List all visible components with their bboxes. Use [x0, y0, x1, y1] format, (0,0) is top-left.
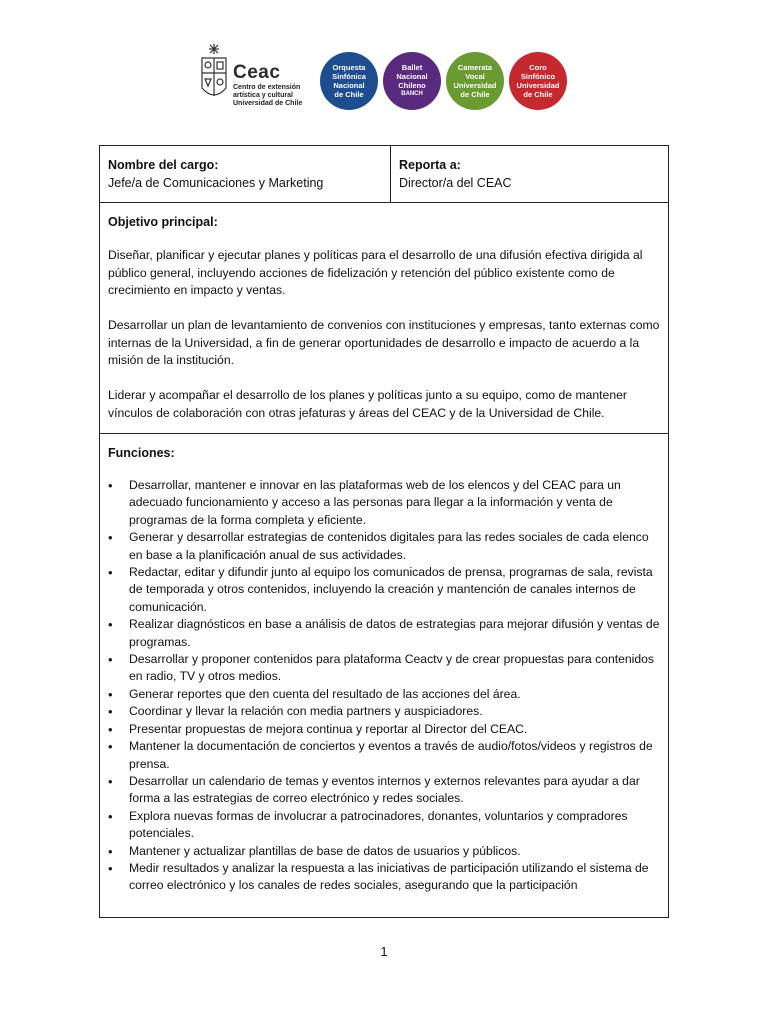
- orquesta-badge: Orquesta Sinfónica Nacional de Chile: [320, 52, 378, 110]
- ceac-logo: [198, 42, 323, 122]
- list-item: • Generar y desarrollar estrategias de contenidos digitales para las redes sociales de cada elenco en base a la planificación anual de sus actividades.: [100, 529, 668, 564]
- list-item: • Explora nuevas formas de involucrar a patrocinadores, donantes, voluntarios y compradores potenciales.: [100, 808, 668, 843]
- logo-brand: Ceac: [233, 62, 281, 83]
- objetivo-paragraph: Liderar y acompañar el desarrollo de los planes y políticas junto a su equipo, como de mantener vínculos de colaboración con otras jefaturas y áreas del CEAC y de la Universidad de Chile.: [108, 388, 627, 420]
- camerata-badge: Camerata Vocal Universidad de Chile: [446, 52, 504, 110]
- coro-badge: Coro Sinfónico Universidad de Chile: [509, 52, 567, 110]
- list-item: • Generar reportes que den cuenta del resultado de las acciones del área.: [100, 686, 668, 703]
- cargo-value: Jefe/a de Comunicaciones y Marketing: [108, 176, 324, 190]
- list-item: • Desarrollar un calendario de temas y eventos internos y externos relevantes para ayudar a dar forma a las estrategias de correo electrónico y redes sociales.: [100, 773, 668, 808]
- cargo-label: Nombre del cargo:: [108, 158, 219, 172]
- list-item: • Desarrollar y proponer contenidos para plataforma Ceactv y de crear propuestas para contenidos en radio, TV y otros medios.: [100, 651, 668, 686]
- funciones-title: Funciones:: [108, 446, 175, 460]
- list-item: • Redactar, editar y difundir junto al equipo los comunicados de prensa, programas de sala, revista de temporada y otros contenidos, incluyendo la creación y mantención de canales internos de comunicación.: [100, 564, 668, 616]
- funciones-list: [100, 477, 668, 895]
- list-item: • Desarrollar, mantener e innovar en las plataformas web de los elencos y del CEAC para un adecuado funcionamiento y acceso a las personas para llegar a la información y venta de programas de la forma completa y eficiente.: [100, 477, 668, 529]
- list-item: • Mantener la documentación de conciertos y eventos a través de audio/fotos/videos y registros de prensa.: [100, 738, 668, 773]
- reporta-cell: [391, 146, 668, 202]
- list-item: • Coordinar y llevar la relación con media partners y auspiciadores.: [100, 703, 668, 720]
- objetivo-section: [100, 203, 668, 434]
- header-row: [100, 146, 668, 203]
- objetivo-paragraph: Desarrollar un plan de levantamiento de convenios con instituciones y empresas, tanto externas como internas de la Universidad, a fin de generar oportunidades de desarrollo e impacto de acuerdo a la misión de la institución.: [108, 318, 660, 367]
- page-header: [198, 42, 578, 122]
- reporta-value: Director/a del CEAC: [399, 176, 512, 190]
- university-seal-icon: [198, 42, 230, 114]
- list-item: • Mantener y actualizar plantillas de base de datos de usuarios y públicos.: [100, 843, 668, 860]
- page-number: 1: [380, 944, 388, 959]
- list-item: • Medir resultados y analizar la respuesta a las iniciativas de participación utilizando el sistema de correo electrónico y los canales de redes sociales, asegurando que la participación: [100, 860, 668, 895]
- list-item: • Presentar propuestas de mejora continua y reportar al Director del CEAC.: [100, 721, 668, 738]
- reporta-label: Reporta a:: [399, 158, 461, 172]
- job-description-table: [99, 145, 669, 918]
- list-item: • Realizar diagnósticos en base a análisis de datos de estrategias para mejorar difusión y ventas de programas.: [100, 616, 668, 651]
- ballet-badge: Ballet Nacional Chileno BANCH: [383, 52, 441, 110]
- objetivo-paragraph: Diseñar, planificar y ejecutar planes y políticas para el desarrollo de una difusión efectiva dirigida al público general, incluyendo acciones de fidelización y retención del público existente como de crecimiento en impacto y ventas.: [108, 248, 643, 297]
- logo-subtitle: Centro de extensión artística y cultural Universidad de Chile: [233, 84, 303, 107]
- funciones-section: [100, 434, 668, 918]
- objetivo-title: Objetivo principal:: [108, 215, 218, 229]
- cargo-cell: [100, 146, 391, 202]
